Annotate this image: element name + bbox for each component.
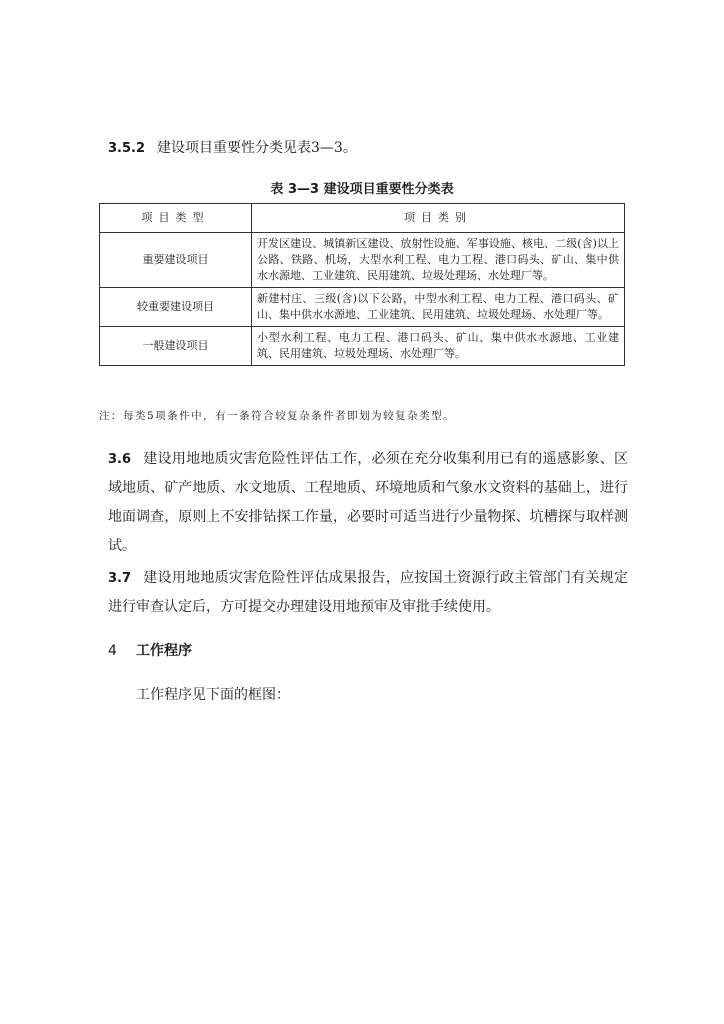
section-intro: 工作程序见下面的框图： <box>136 687 290 703</box>
clause-text: 建设用地地质灾害危险性评估成果报告，应按国土资源行政主管部门有关规定进行审查认定后，方可提交办理建设用地预审及审批手续使用。 <box>108 570 628 615</box>
table-row <box>100 233 625 288</box>
row-category: 开发区建设、城镇新区建设、放射性设施、军事设施、核电、二级(含)以上公路、铁路、机场，大型水利工程、电力工程、港口码头、矿山、集中供水水源地、工业建筑、民用建筑、垃圾处理场、水处理厂等。 <box>252 233 625 288</box>
clause-number: 3.7 <box>108 571 132 586</box>
table-header-row <box>100 204 625 233</box>
table-caption: 表 3—3 建设项目重要性分类表 <box>270 182 454 197</box>
row-type: 重要建设项目 <box>100 233 252 288</box>
header-category: 项目类别 <box>252 204 625 233</box>
table-note: 注：每类5项条件中，有一条符合较复杂条件者即划为较复杂类型。 <box>99 410 456 422</box>
section-number: 4 <box>108 643 117 659</box>
section-heading <box>108 641 192 661</box>
header-type: 项目类型 <box>100 204 252 233</box>
clause-number: 3.6 <box>108 452 132 467</box>
table-row <box>100 327 625 366</box>
clause-text: 建设用地地质灾害危险性评估工作，必须在充分收集利用已有的遥感影象、区域地质、矿产地质、水文地质、工程地质、环境地质和气象水文资料的基础上，进行地面调查，原则上不安排钻探工作量，必要时可适当进行少量物探、坑槽探与取样测试。 <box>108 451 628 554</box>
clause-number: 3.5.2 <box>108 141 146 156</box>
section-title: 工作程序 <box>136 643 192 659</box>
row-type: 较重要建设项目 <box>100 288 252 327</box>
clause-3-6 <box>108 445 628 561</box>
row-category: 小型水利工程、电力工程、港口码头、矿山、集中供水水源地、工业建筑、民用建筑、垃圾处理场、水处理厂等。 <box>252 327 625 366</box>
row-type: 一般建设项目 <box>100 327 252 366</box>
classification-table <box>99 203 625 366</box>
row-category: 新建村庄、三级(含)以下公路，中型水利工程、电力工程、港口码头、矿山、集中供水水源地、工业建筑、民用建筑、垃圾处理场、水处理厂等。 <box>252 288 625 327</box>
table-row <box>100 288 625 327</box>
clause-text: 建设项目重要性分类见表3—3。 <box>157 140 357 156</box>
clause-3-7 <box>108 564 628 622</box>
clause-3-5-2 <box>108 138 357 159</box>
